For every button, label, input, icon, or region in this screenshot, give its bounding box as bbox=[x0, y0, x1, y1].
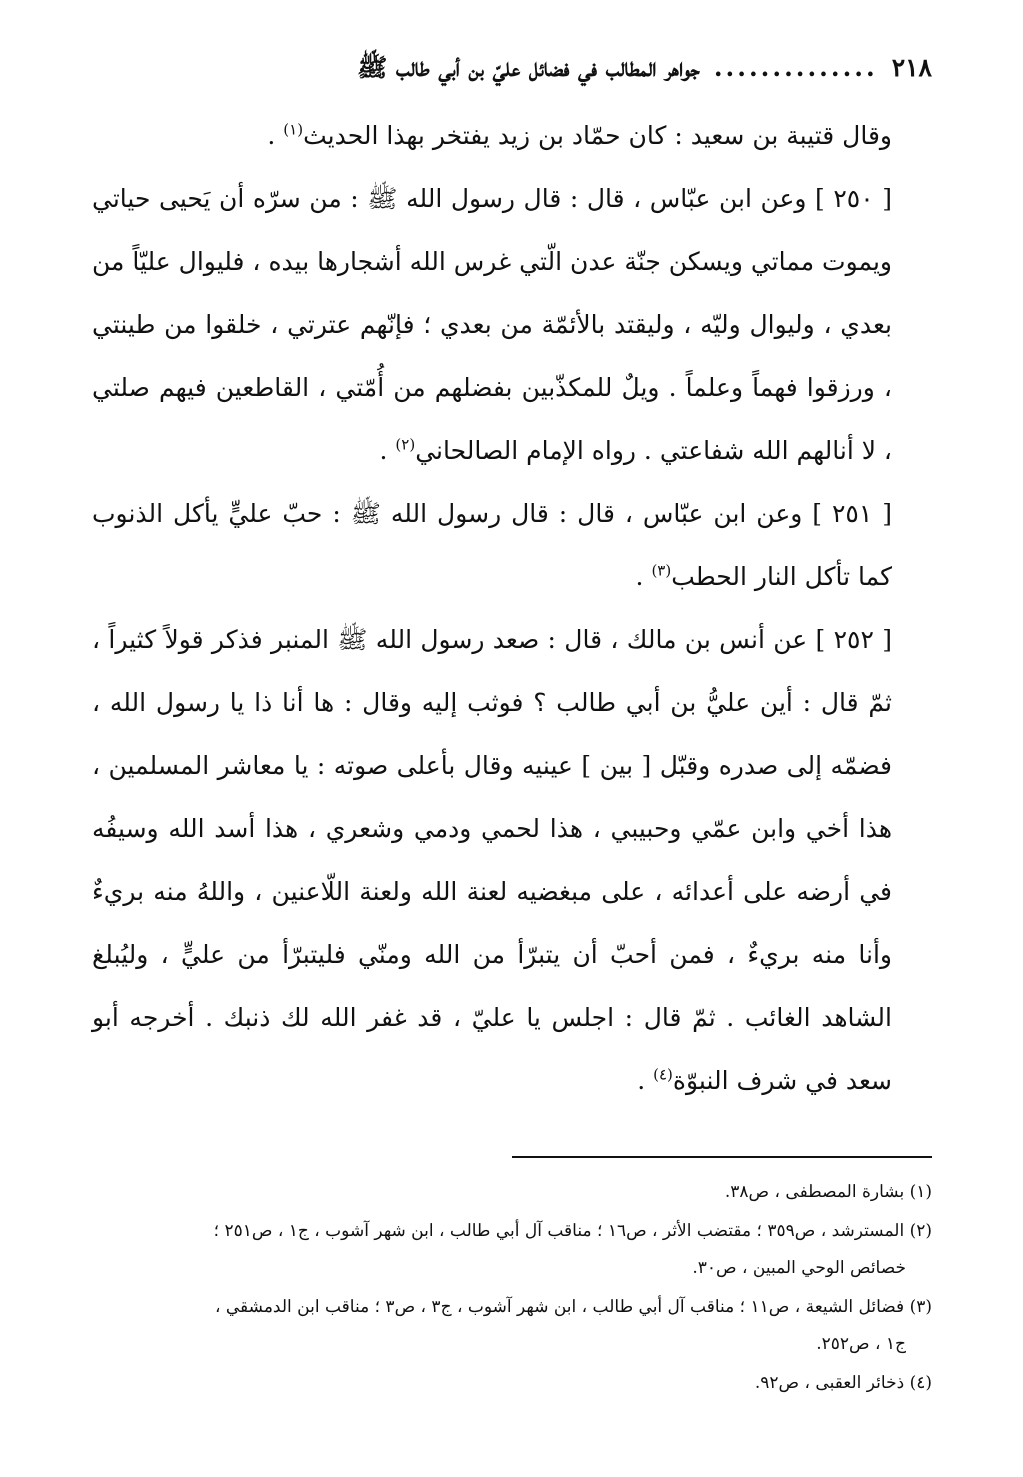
footnote-text: (٢) المسترشد ، ص٣٥٩ ؛ مقتضب الأثر ، ص١٦ ؛ مناقب آل أبي طالب ، ابن شهر آشوب ، ج١ ، ص٢٥١ ؛ bbox=[213, 1221, 932, 1241]
footnote-reference: (٢) bbox=[395, 435, 416, 454]
book-page bbox=[92, 48, 932, 1448]
footnote-divider bbox=[512, 1156, 932, 1158]
footnote bbox=[92, 1289, 932, 1363]
page-number: ٢١٨ bbox=[891, 53, 932, 82]
paragraph-text: [ ٢٥١ ] وعن ابن عبّاس ، قال : قال رسول الله ﷺ : حبّ عليٍّ يأكل الذنوب كما تأكل النار الحطب bbox=[92, 499, 892, 591]
sentence-end: . bbox=[635, 562, 644, 591]
sentence-end: . bbox=[637, 1066, 646, 1095]
footnote-reference: (١) bbox=[283, 120, 304, 139]
footnote bbox=[92, 1174, 932, 1211]
paragraph bbox=[92, 104, 932, 167]
footnote-reference: (٤) bbox=[653, 1065, 673, 1084]
footnote-text: (١) بشارة المصطفى ، ص٣٨. bbox=[724, 1182, 932, 1202]
footnote-continuation: ج١ ، ص٢٥٢. bbox=[816, 1334, 906, 1354]
hadith-paragraph bbox=[92, 482, 932, 608]
footnote-reference: (٣) bbox=[651, 561, 672, 580]
paragraph-text: وقال قتيبة بن سعيد : كان حمّاد بن زيد يفتخر بهذا الحديث bbox=[303, 121, 892, 150]
running-header bbox=[92, 48, 932, 88]
footnote-continuation: خصائص الوحي المبين ، ص٣٠. bbox=[692, 1258, 906, 1278]
sentence-end: . bbox=[379, 436, 388, 465]
footnote bbox=[92, 1365, 932, 1402]
footnotes bbox=[92, 1174, 932, 1402]
running-title: جواهر المطالب في فضائل عليّ بن أبي طالب ﷺ bbox=[357, 53, 700, 82]
footnote-text: (٣) فضائل الشيعة ، ص١١ ؛ مناقب آل أبي طالب ، ابن شهر آشوب ، ج٣ ، ص٣ ؛ مناقب ابن الدمشقي ، bbox=[215, 1297, 932, 1317]
paragraph-text: [ ٢٥٠ ] وعن ابن عبّاس ، قال : قال رسول الله ﷺ : من سرّه أن يَحيى حياتي ويموت مماتي ويسكن جنّة عدن الّتي غرس الله أشجارها بيده ، فليوال عليّاً من بعدي ، وليوال وليّه ، وليقتد بالأئمّة من بعدي ؛ فإنّهم عترتي ، خلقوا من طينتي ، ورزقوا فهماً وعلماً . ويلٌ للمكذّبين بفضلهم من أُمّتي ، القاطعين فيهم صلتي ، لا أنالهم الله شفاعتي . رواه الإمام الصالحاني bbox=[92, 184, 892, 465]
hadith-paragraph bbox=[92, 608, 932, 1112]
paragraph-text: [ ٢٥٢ ] عن أنس بن مالك ، قال : صعد رسول الله ﷺ المنبر فذكر قولاً كثيراً ، ثمّ قال : أين عليُّ بن أبي طالب ؟ فوثب إليه وقال : ها أنا ذا يا رسول الله ، فضمّه إلى صدره وقبّل [ بين ] عينيه وقال بأعلى صوته : يا معاشر المسلمين ، هذا أخي وابن عمّي وحبيبي ، هذا لحمي ودمي وشعري ، هذا أسد الله وسيفُه في أرضه على أعدائه ، على مبغضيه لعنة الله ولعنة اللّاعنين ، واللهُ منه بريءٌ وأنا منه بريءٌ ، فمن أحبّ أن يتبرّأ من الله ومنّي فليتبرّأ من عليٍّ ، وليُبلغ الشاهد الغائب . ثمّ قال : اجلس يا عليّ ، قد غفر الله لك ذنبك . أخرجه أبو سعد في شرف النبوّة bbox=[92, 625, 892, 1095]
header-leader-dots: .............. bbox=[713, 53, 878, 82]
footnote bbox=[92, 1213, 932, 1287]
hadith-paragraph bbox=[92, 167, 932, 482]
main-text bbox=[92, 104, 932, 1112]
sentence-end: . bbox=[267, 121, 276, 150]
footnote-text: (٤) ذخائر العقبى ، ص٩٢. bbox=[754, 1373, 932, 1393]
